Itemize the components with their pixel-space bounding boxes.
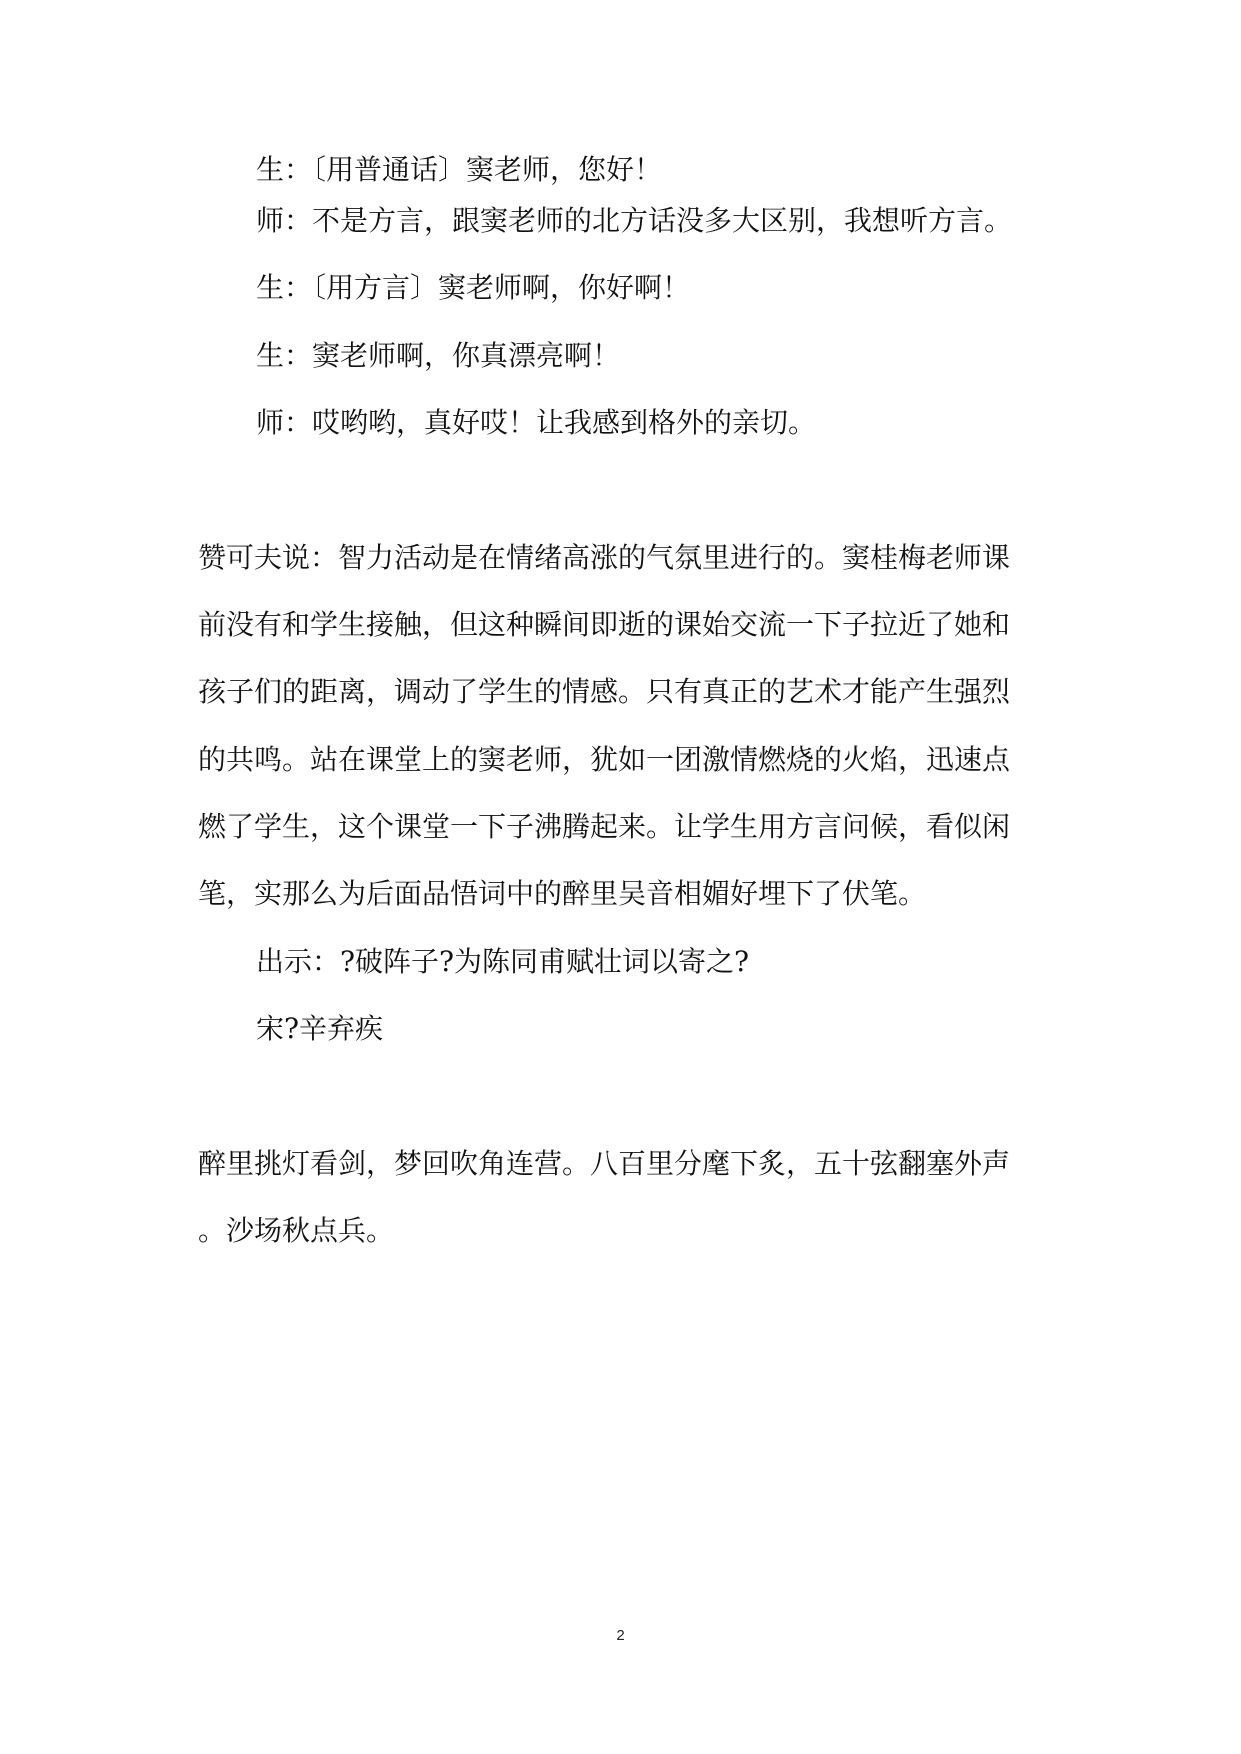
commentary-line: 笔，实那么为后面品悟词中的醉里吴音相媚好埋下了伏笔。 — [198, 877, 927, 910]
dialogue-line-student-greeting: 生：〔用普通话〕窦老师，您好！ — [256, 153, 663, 186]
dialogue-line-student-dialect: 生：〔用方言〕窦老师啊，你好啊！ — [256, 271, 691, 304]
page-number: 2 — [616, 1627, 625, 1644]
dialogue-line-teacher-request: 师：不是方言，跟窦老师的北方话没多大区别，我想听方言。 — [256, 204, 1013, 237]
dialogue-line-teacher-response: 师：哎哟哟，真好哎！让我感到格外的亲切。 — [256, 406, 817, 439]
commentary-line: 前没有和学生接触，但这种瞬间即逝的课始交流一下子拉近了她和 — [198, 608, 1011, 641]
commentary-line: 的共鸣。站在课堂上的窦老师，犹如一团激情燃烧的火焰，迅速点 — [198, 743, 1011, 776]
poem-text-line: 醉里挑灯看剑，梦回吹角连营。八百里分麾下炙，五十弦翻塞外声 — [198, 1147, 1011, 1180]
commentary-line: 燃了学生，这个课堂一下子沸腾起来。让学生用方言问候，看似闲 — [198, 810, 1011, 843]
poem-author: 宋?辛弃疾 — [256, 1012, 384, 1045]
commentary-line: 孩子们的距离，调动了学生的情感。只有真正的艺术才能产生强烈 — [198, 675, 1011, 708]
dialogue-line-student-compliment: 生：窦老师啊，你真漂亮啊！ — [256, 339, 621, 372]
commentary-line: 赞可夫说：智力活动是在情绪高涨的气氛里进行的。窦桂梅老师课 — [198, 541, 1011, 574]
poem-text-line: 。沙场秋点兵。 — [198, 1214, 395, 1247]
poem-title: 出示：?破阵子?为陈同甫赋壮词以寄之? — [256, 945, 750, 978]
